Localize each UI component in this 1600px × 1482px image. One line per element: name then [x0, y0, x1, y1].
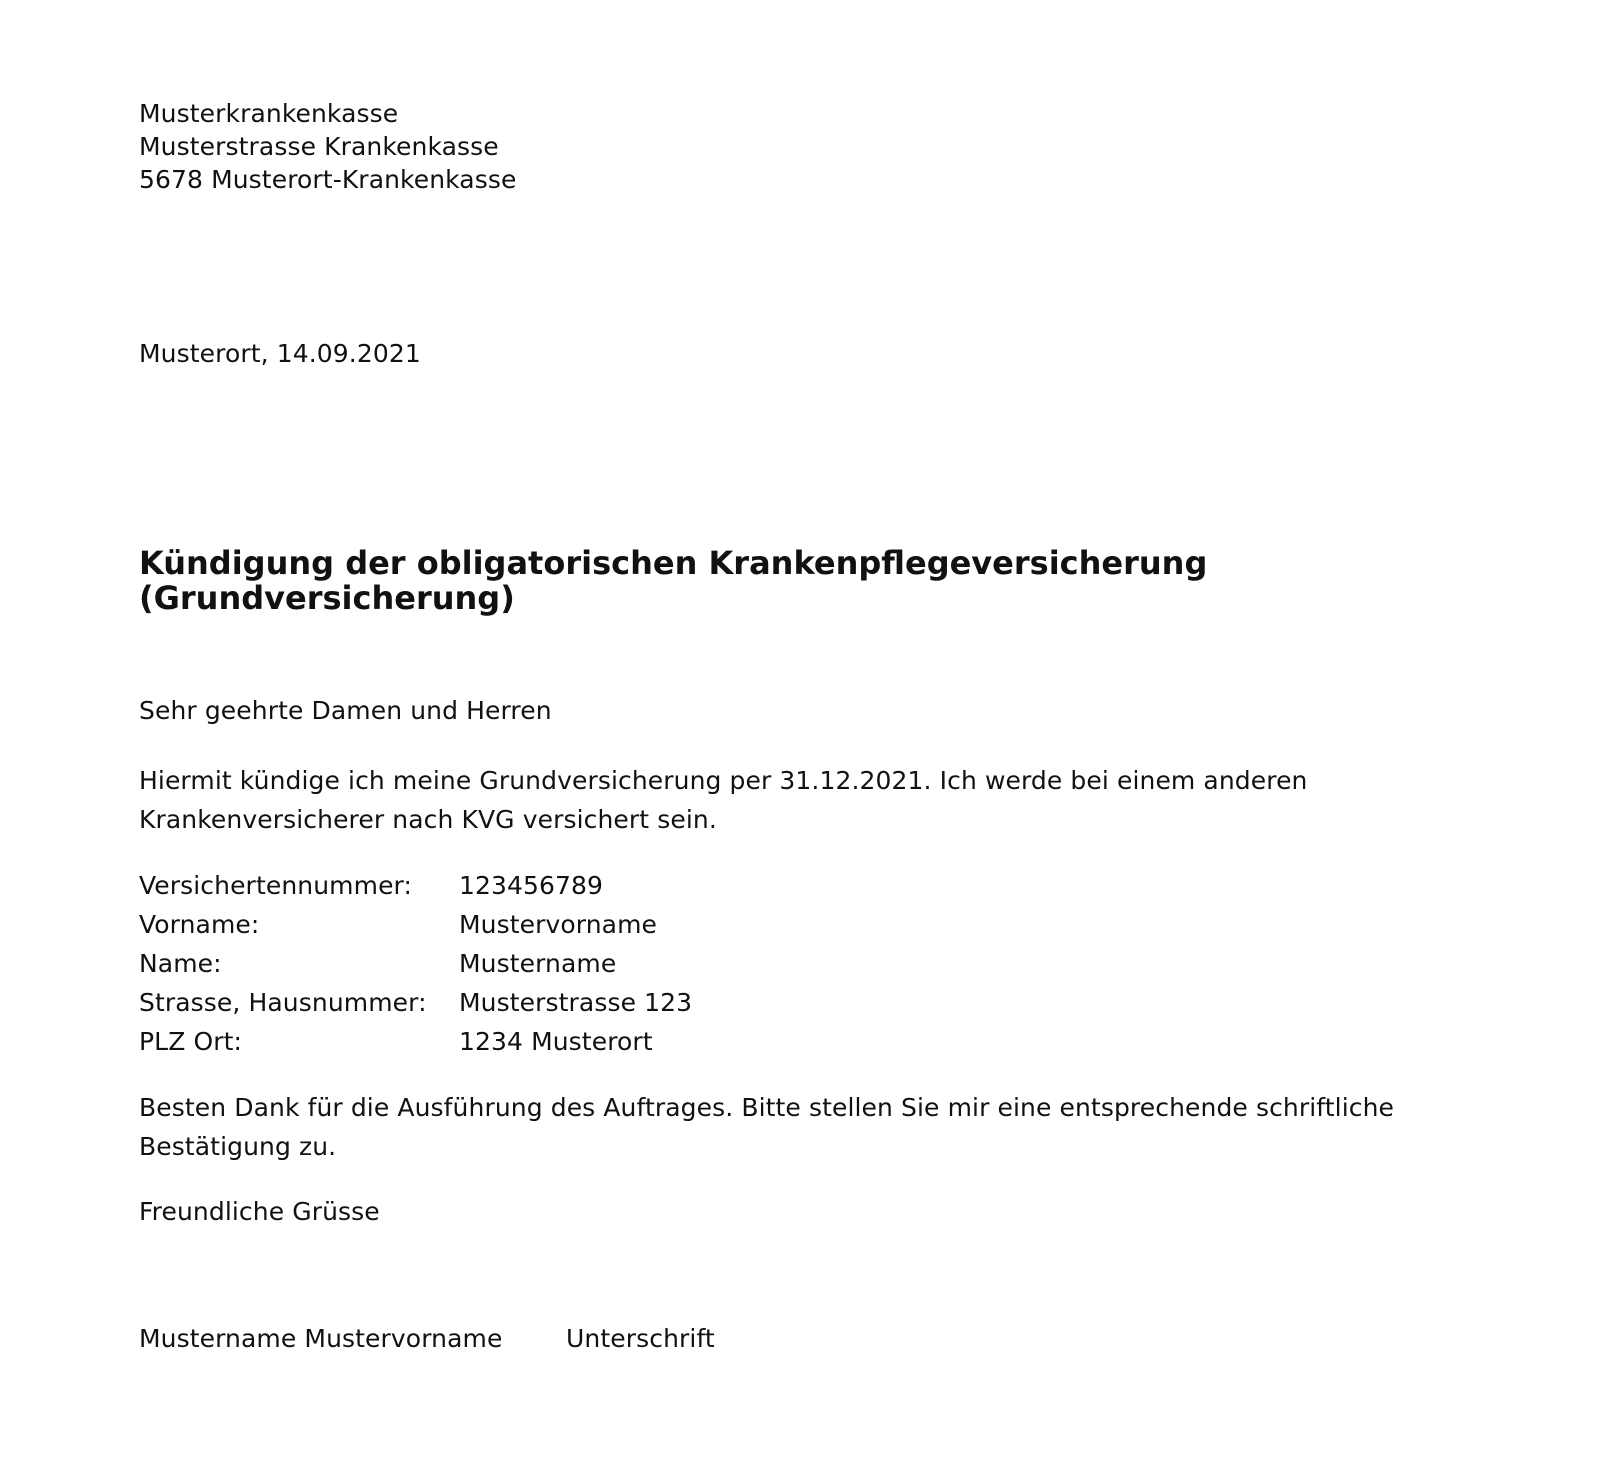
- detail-row-last-name: [139, 944, 692, 983]
- paragraph-line: Bestätigung zu.: [139, 1132, 337, 1161]
- subject-heading: [139, 546, 1207, 616]
- paragraph-line: Krankenversicherer nach KVG versichert sein.: [139, 805, 717, 834]
- insured-details: [139, 866, 692, 1061]
- paragraph-line: Hiermit kündige ich meine Grundversicherung per 31.12.2021. Ich werde bei einem anderen: [139, 766, 1308, 795]
- detail-value: 123456789: [459, 871, 604, 900]
- signer-name: Mustername Mustervorname: [139, 1324, 503, 1353]
- closing: Freundliche Grüsse: [139, 1197, 380, 1226]
- detail-value: Mustername: [459, 949, 617, 978]
- detail-label: Versichertennummer:: [139, 871, 413, 900]
- detail-row-postal-city: [139, 1022, 692, 1061]
- detail-label: Name:: [139, 949, 222, 978]
- detail-row-street: [139, 983, 692, 1022]
- recipient-city: 5678 Musterort-Krankenkasse: [139, 165, 517, 194]
- recipient-street: Musterstrasse Krankenkasse: [139, 132, 499, 161]
- detail-label: PLZ Ort:: [139, 1027, 243, 1056]
- body-paragraph-2: [139, 1088, 1394, 1166]
- paragraph-line: Besten Dank für die Ausführung des Auftrages. Bitte stellen Sie mir eine entsprechende schriftliche: [139, 1093, 1395, 1122]
- recipient-address: [139, 97, 516, 196]
- subject-line-2: (Grundversicherung): [139, 579, 515, 617]
- detail-label: Vorname:: [139, 910, 260, 939]
- detail-value: Musterstrasse 123: [459, 988, 693, 1017]
- signature-label: Unterschrift: [566, 1324, 715, 1353]
- salutation: Sehr geehrte Damen und Herren: [139, 696, 552, 725]
- signature-line: [139, 1322, 715, 1355]
- detail-row-first-name: [139, 905, 692, 944]
- subject-line-1: Kündigung der obligatorischen Krankenpflegeversicherung: [139, 544, 1208, 582]
- detail-label: Strasse, Hausnummer:: [139, 988, 427, 1017]
- detail-value: 1234 Musterort: [459, 1027, 653, 1056]
- detail-row-insurance-number: [139, 866, 692, 905]
- body-paragraph-1: [139, 761, 1308, 839]
- recipient-name: Musterkrankenkasse: [139, 99, 399, 128]
- detail-value: Mustervorname: [459, 910, 658, 939]
- place-date: Musterort, 14.09.2021: [139, 339, 421, 368]
